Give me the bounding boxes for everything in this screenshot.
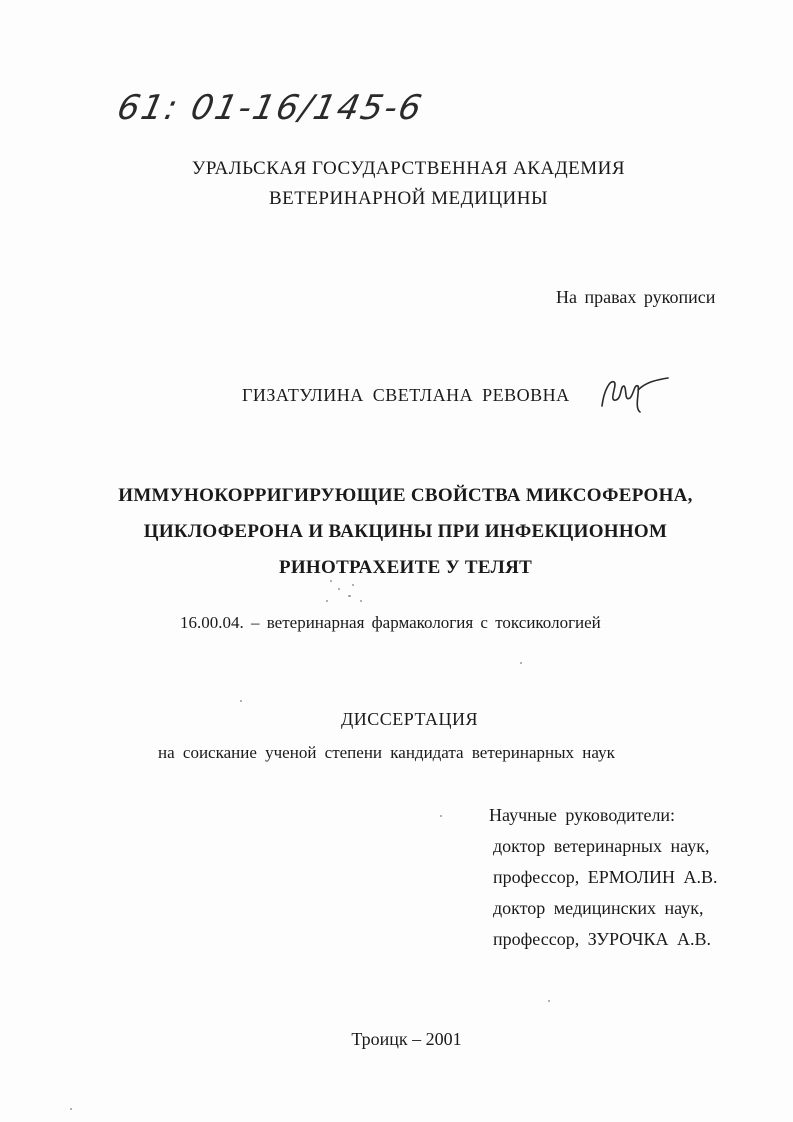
dissertation-title xyxy=(0,478,793,586)
supervisors-heading: Научные руководители: xyxy=(489,805,676,825)
place-year: Троицк – 2001 xyxy=(351,1029,462,1049)
author-signature-icon xyxy=(594,372,674,416)
supervisors-block xyxy=(489,800,718,955)
rights-note: На правах рукописи xyxy=(556,287,716,307)
institution-block xyxy=(0,154,793,214)
institution-line-1: УРАЛЬСКАЯ ГОСУДАРСТВЕННАЯ АКАДЕМИЯ xyxy=(191,158,626,179)
document-type: ДИССЕРТАЦИЯ xyxy=(340,709,479,729)
supervisor-2-degree: доктор медицинских наук, xyxy=(493,898,704,918)
degree-line: на соискание ученой степени кандидата ветеринарных наук xyxy=(158,743,615,762)
title-line-1: ИММУНОКОРРИГИРУЮЩИЕ СВОЙСТВА МИКСОФЕРОНА, xyxy=(118,485,693,506)
title-line-3: РИНОТРАХЕИТЕ У ТЕЛЯТ xyxy=(278,557,533,578)
specialty-code: 16.00.04. – ветеринарная фармакология с токсикологией xyxy=(180,613,601,632)
author-name: ГИЗАТУЛИНА СВЕТЛАНА РЕВОВНА xyxy=(242,385,570,405)
supervisor-1-name: профессор, ЕРМОЛИН А.В. xyxy=(493,867,718,887)
supervisor-1-degree: доктор ветеринарных наук, xyxy=(493,836,710,856)
supervisor-2-name: профессор, ЗУРОЧКА А.В. xyxy=(493,929,712,949)
institution-line-2: ВЕТЕРИНАРНОЙ МЕДИЦИНЫ xyxy=(268,188,549,209)
handwritten-archive-number: 61: 01-16/145-6 xyxy=(113,88,427,128)
title-line-2: ЦИКЛОФЕРОНА И ВАКЦИНЫ ПРИ ИНФЕКЦИОННОМ xyxy=(143,521,668,542)
